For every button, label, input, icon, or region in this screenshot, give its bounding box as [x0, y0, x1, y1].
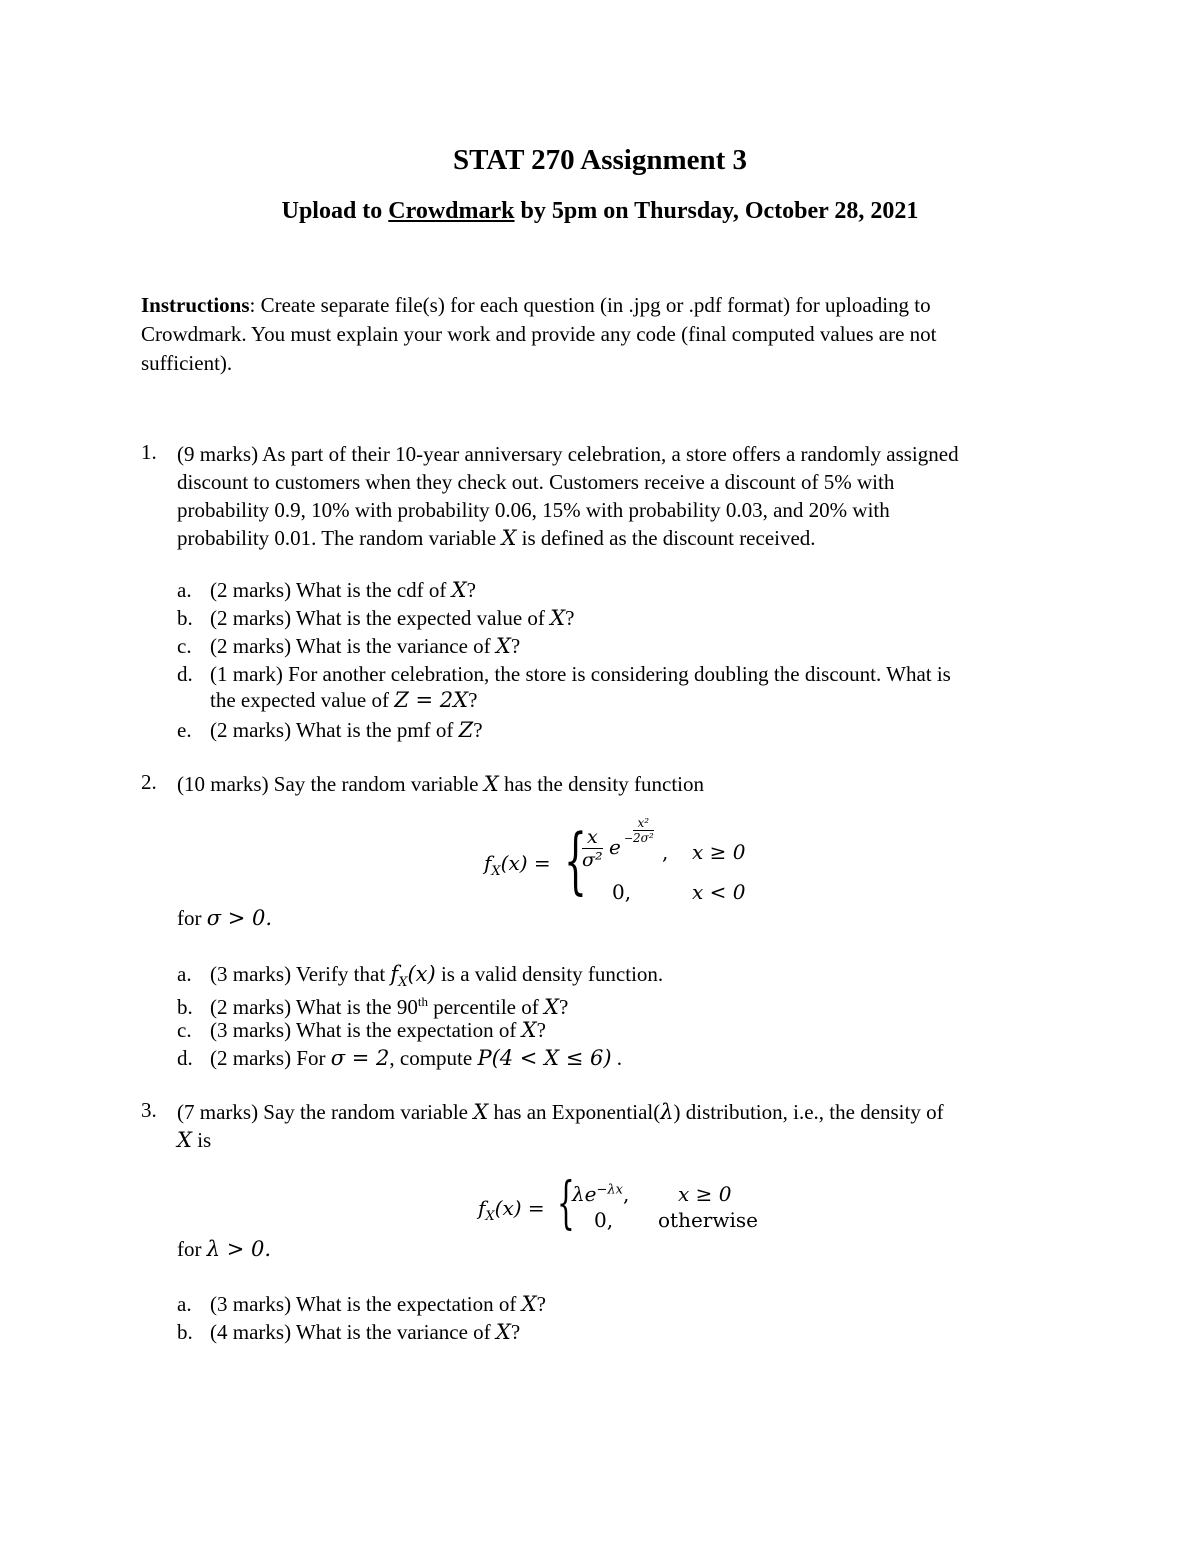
page-subtitle: [0, 198, 1200, 225]
q1-part-a: a. (2 marks) What is the cdf of X?: [177, 578, 476, 602]
q2-equation-lhs: $f_X(x)$ =: [484, 851, 551, 879]
q3-brace: {: [557, 1171, 575, 1236]
q1-part-b: b. (2 marks) What is the expected value of X?: [177, 606, 575, 630]
q1-part-c: c. (2 marks) What is the variance of X?: [177, 634, 521, 658]
instructions-line-1: : Create separate file(s) for each question (in .jpg or .pdf format) for uploading to: [249, 293, 931, 317]
q2-case2-value: 0,: [612, 880, 632, 904]
q1-line-3: probability 0.9, 10% with probability 0.06, 15% with probability 0.03, and 20% with: [177, 498, 890, 522]
q1-part-e: e. (2 marks) What is the pmf of Z?: [177, 718, 483, 742]
q2-exponent-minus: −: [624, 832, 634, 845]
q2-part-c: c. (3 marks) What is the expectation of X?: [177, 1018, 546, 1042]
q3-case2-value: 0,: [594, 1208, 614, 1232]
q1-part-d: d. (1 mark) For another celebration, the store is considering doubling the discount. What is: [177, 662, 951, 686]
page-title: STAT 270 Assignment 3: [452, 144, 748, 176]
crowdmark-link[interactable]: Crowdmark: [388, 198, 515, 224]
subtitle-post: by 5pm on Thursday, October 28, 2021: [514, 198, 919, 224]
q2-part-a: a. (3 marks) Verify that $f_X(x)$ is a valid density function.: [177, 962, 664, 991]
q1-number: 1.: [141, 440, 157, 464]
q3-part-b: b. (4 marks) What is the variance of X?: [177, 1320, 521, 1344]
q3-case2-condition: otherwise: [658, 1208, 758, 1232]
q2-intro: (10 marks) Say the random variable X has the density function: [177, 772, 704, 796]
q3-case1-value: $\lambda e^{-\lambda x}$,: [572, 1182, 630, 1206]
q2-exponent: x² 2σ²: [633, 816, 654, 845]
instructions-line-3: sufficient).: [141, 351, 233, 375]
q1-line-2: discount to customers when they check out. Customers receive a discount of 5% with: [177, 470, 895, 494]
q2-number: 2.: [141, 770, 157, 794]
q3-intro: (7 marks) Say the random variable X has an Exponential(λ) distribution, i.e., the density of X is: [177, 1100, 944, 1152]
q3-equation-lhs: $f_X(x)$ =: [478, 1196, 545, 1224]
q3-part-a: a. (3 marks) What is the expectation of X?: [177, 1292, 546, 1316]
q1-line-4: probability 0.01. The random variable X is defined as the discount received.: [177, 526, 816, 550]
instructions: [141, 291, 1061, 378]
instructions-label: Instructions: [141, 293, 250, 317]
q2-part-d: d. (2 marks) For σ = 2, compute P(4 < X ≤ 6) .: [177, 1046, 623, 1070]
q2-case2-condition: x < 0: [692, 880, 746, 904]
instructions-line-2: Crowdmark. You must explain your work and provide any code (final computed values are not: [141, 322, 937, 346]
q2-part-b: b. (2 marks) What is the 90th percentile of X?: [177, 994, 569, 1019]
q3-number: 3.: [141, 1098, 157, 1122]
subtitle-pre: Upload to: [281, 198, 389, 224]
q3-case1-condition: x ≥ 0: [678, 1182, 732, 1206]
q1-part-d-cont: the expected value of Z = 2X?: [210, 688, 478, 712]
q1-text: [177, 440, 1067, 552]
q2-case1-comma: ,: [662, 840, 669, 864]
q2-brace: {: [564, 818, 587, 902]
q2-case1-value: $\frac{x}{\text{σ²}}$ e: [582, 826, 621, 871]
q2-for-condition: for σ > 0.: [177, 906, 273, 930]
q2-case1-condition: x ≥ 0: [692, 840, 746, 864]
q1-line-1: (9 marks) As part of their 10-year anniversary celebration, a store offers a randomly assigned: [177, 442, 959, 466]
q3-for-condition: for λ > 0.: [177, 1237, 272, 1261]
